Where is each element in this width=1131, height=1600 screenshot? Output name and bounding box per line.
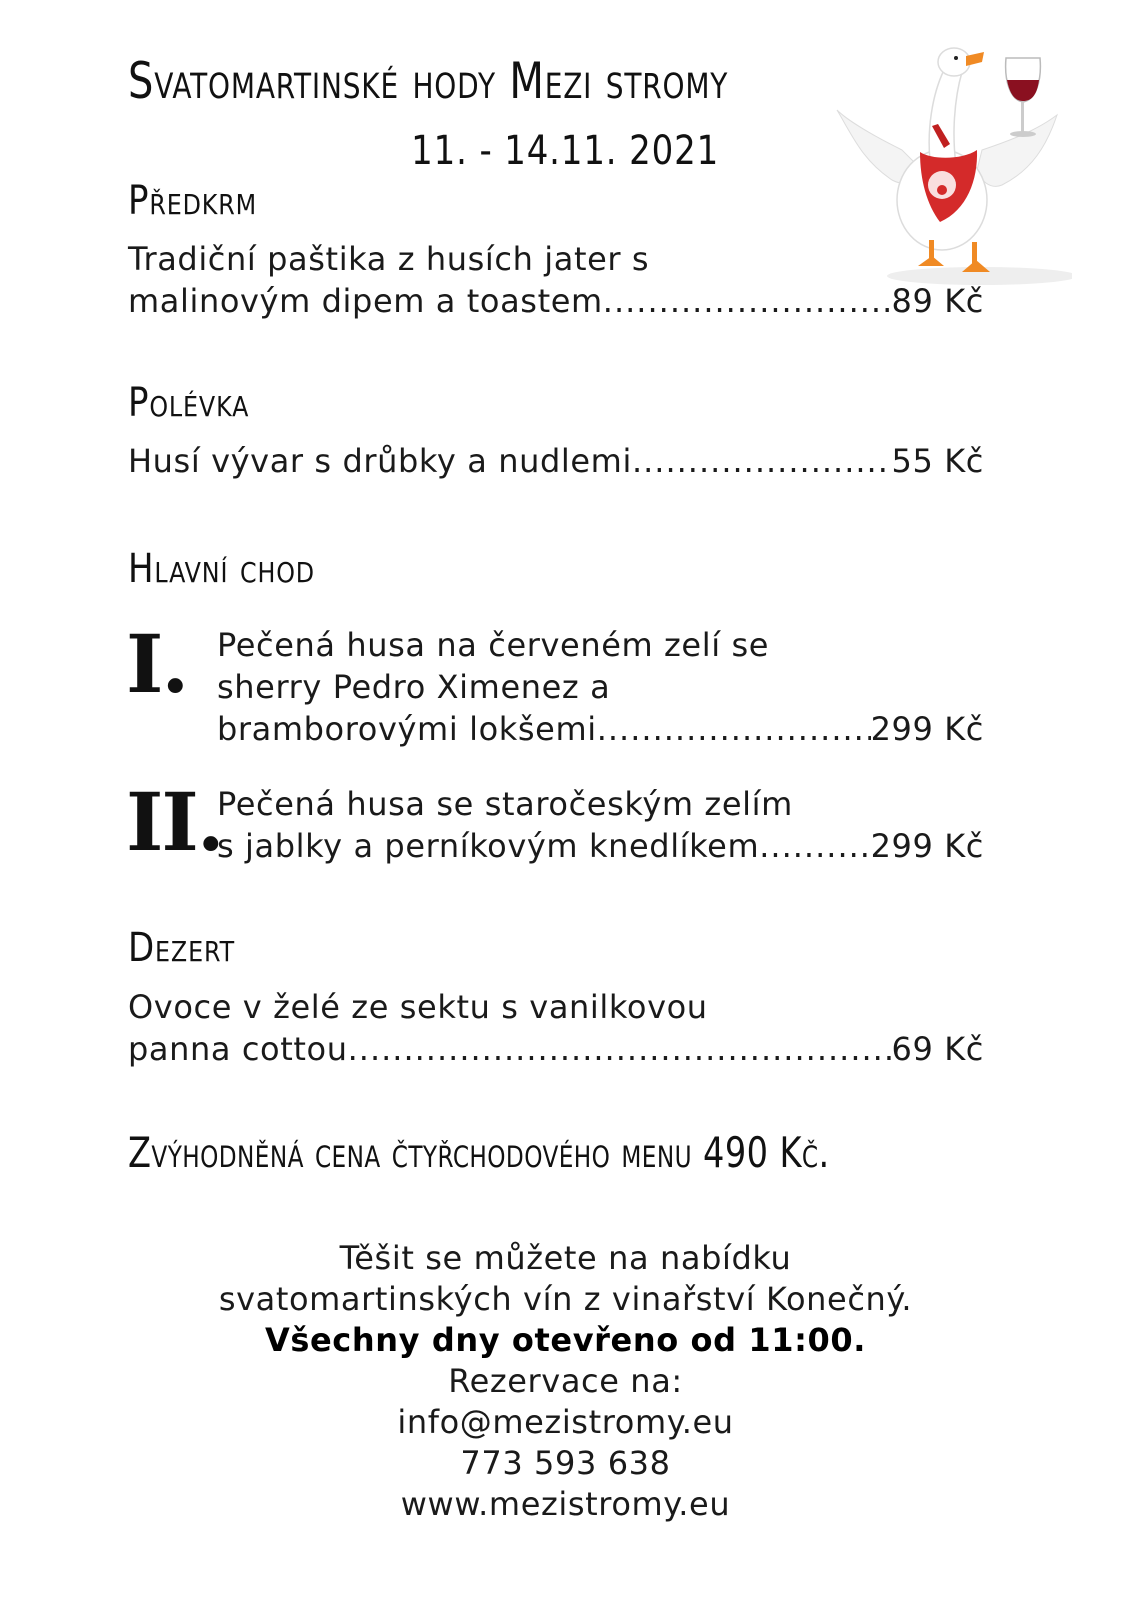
reservation-label: Rezervace na: <box>448 1362 683 1400</box>
wine-glass-stem <box>1021 102 1024 132</box>
menu-item-description-line: Ovoce v želé ze sektu s vanilkovou <box>128 988 708 1026</box>
menu-special-price: Zvýhodněná cena čtyřchodového menu 490 Kč. <box>128 1128 830 1177</box>
main-item-numeral: II. <box>126 775 223 869</box>
menu-item-description-line: bramborovými lokšemi <box>217 710 597 748</box>
footer-wine-line: svatomartinských vín z vinařství Konečný. <box>218 1280 913 1318</box>
menu-item-description-line: panna cottou <box>128 1030 348 1068</box>
dot-leader <box>632 440 892 482</box>
menu-item-description-line: Pečená husa na červeném zelí se <box>217 626 770 664</box>
menu-item-description-line: s jablky a perníkovým knedlíkem <box>217 827 760 865</box>
goose-head <box>938 48 970 76</box>
menu-item-main-1 <box>217 624 984 750</box>
menu-item-price-row <box>217 708 984 750</box>
opening-hours: Všechny dny otevřeno od 11:00. <box>264 1321 866 1359</box>
contact-website: www.mezistromy.eu <box>400 1485 731 1523</box>
menu-item-description-line: sherry Pedro Ximenez a <box>217 668 611 706</box>
menu-item-description-line: Pečená husa se staročeským zelím <box>217 785 793 823</box>
menu-item-description-line: malinovým dipem a toastem <box>128 282 603 320</box>
event-dates-text: 11. - 14.11. 2021 <box>411 128 720 174</box>
menu-item-price-row <box>128 1028 984 1070</box>
menu-item-price-row <box>217 825 984 867</box>
menu-item-description-line: Husí vývar s drůbky a nudlemi <box>128 442 632 480</box>
menu-item-price: 299 Kč <box>870 827 984 865</box>
menu-item-price: 69 Kč <box>891 1030 984 1068</box>
section-heading-dessert: Dezert <box>128 925 236 971</box>
goose-beak <box>966 52 984 66</box>
contact-email: info@mezistromy.eu <box>397 1403 734 1441</box>
menu-item-dessert <box>128 986 984 1070</box>
menu-item-price: 299 Kč <box>870 710 984 748</box>
dot-leader <box>348 1028 892 1070</box>
section-heading-soup: Polévka <box>128 380 250 426</box>
menu-item-price-row <box>128 440 984 482</box>
footer-info <box>0 1238 1131 1525</box>
footer-wine-line: Těšit se můžete na nabídku <box>339 1239 792 1277</box>
section-heading-main: Hlavní chod <box>128 546 315 592</box>
menu-item-price: 55 Kč <box>891 442 984 480</box>
contact-phone: 773 593 638 <box>460 1444 671 1482</box>
menu-item-main-2 <box>217 783 984 867</box>
menu-item-description-line: Tradiční paštika z husích jater s <box>128 240 650 278</box>
dot-leader <box>759 825 870 867</box>
goose-neck <box>929 70 962 165</box>
page-title: Svatomartinské hody Mezi stromy <box>128 52 729 110</box>
dot-leader <box>603 280 892 322</box>
main-item-numeral: I. <box>126 617 188 711</box>
goose-eye <box>954 56 958 60</box>
menu-item-soup <box>128 440 984 482</box>
wine-glass-foot <box>1010 131 1036 137</box>
section-heading-starter: Předkrm <box>128 178 258 224</box>
dot-leader <box>597 708 871 750</box>
wine-glass-wine <box>1007 80 1039 101</box>
goose-right-wing <box>977 115 1057 186</box>
goose-scarf-badge-plate <box>937 185 947 195</box>
menu-item-price-row <box>128 280 984 322</box>
menu-item-starter <box>128 238 984 322</box>
menu-item-price: 89 Kč <box>891 282 984 320</box>
